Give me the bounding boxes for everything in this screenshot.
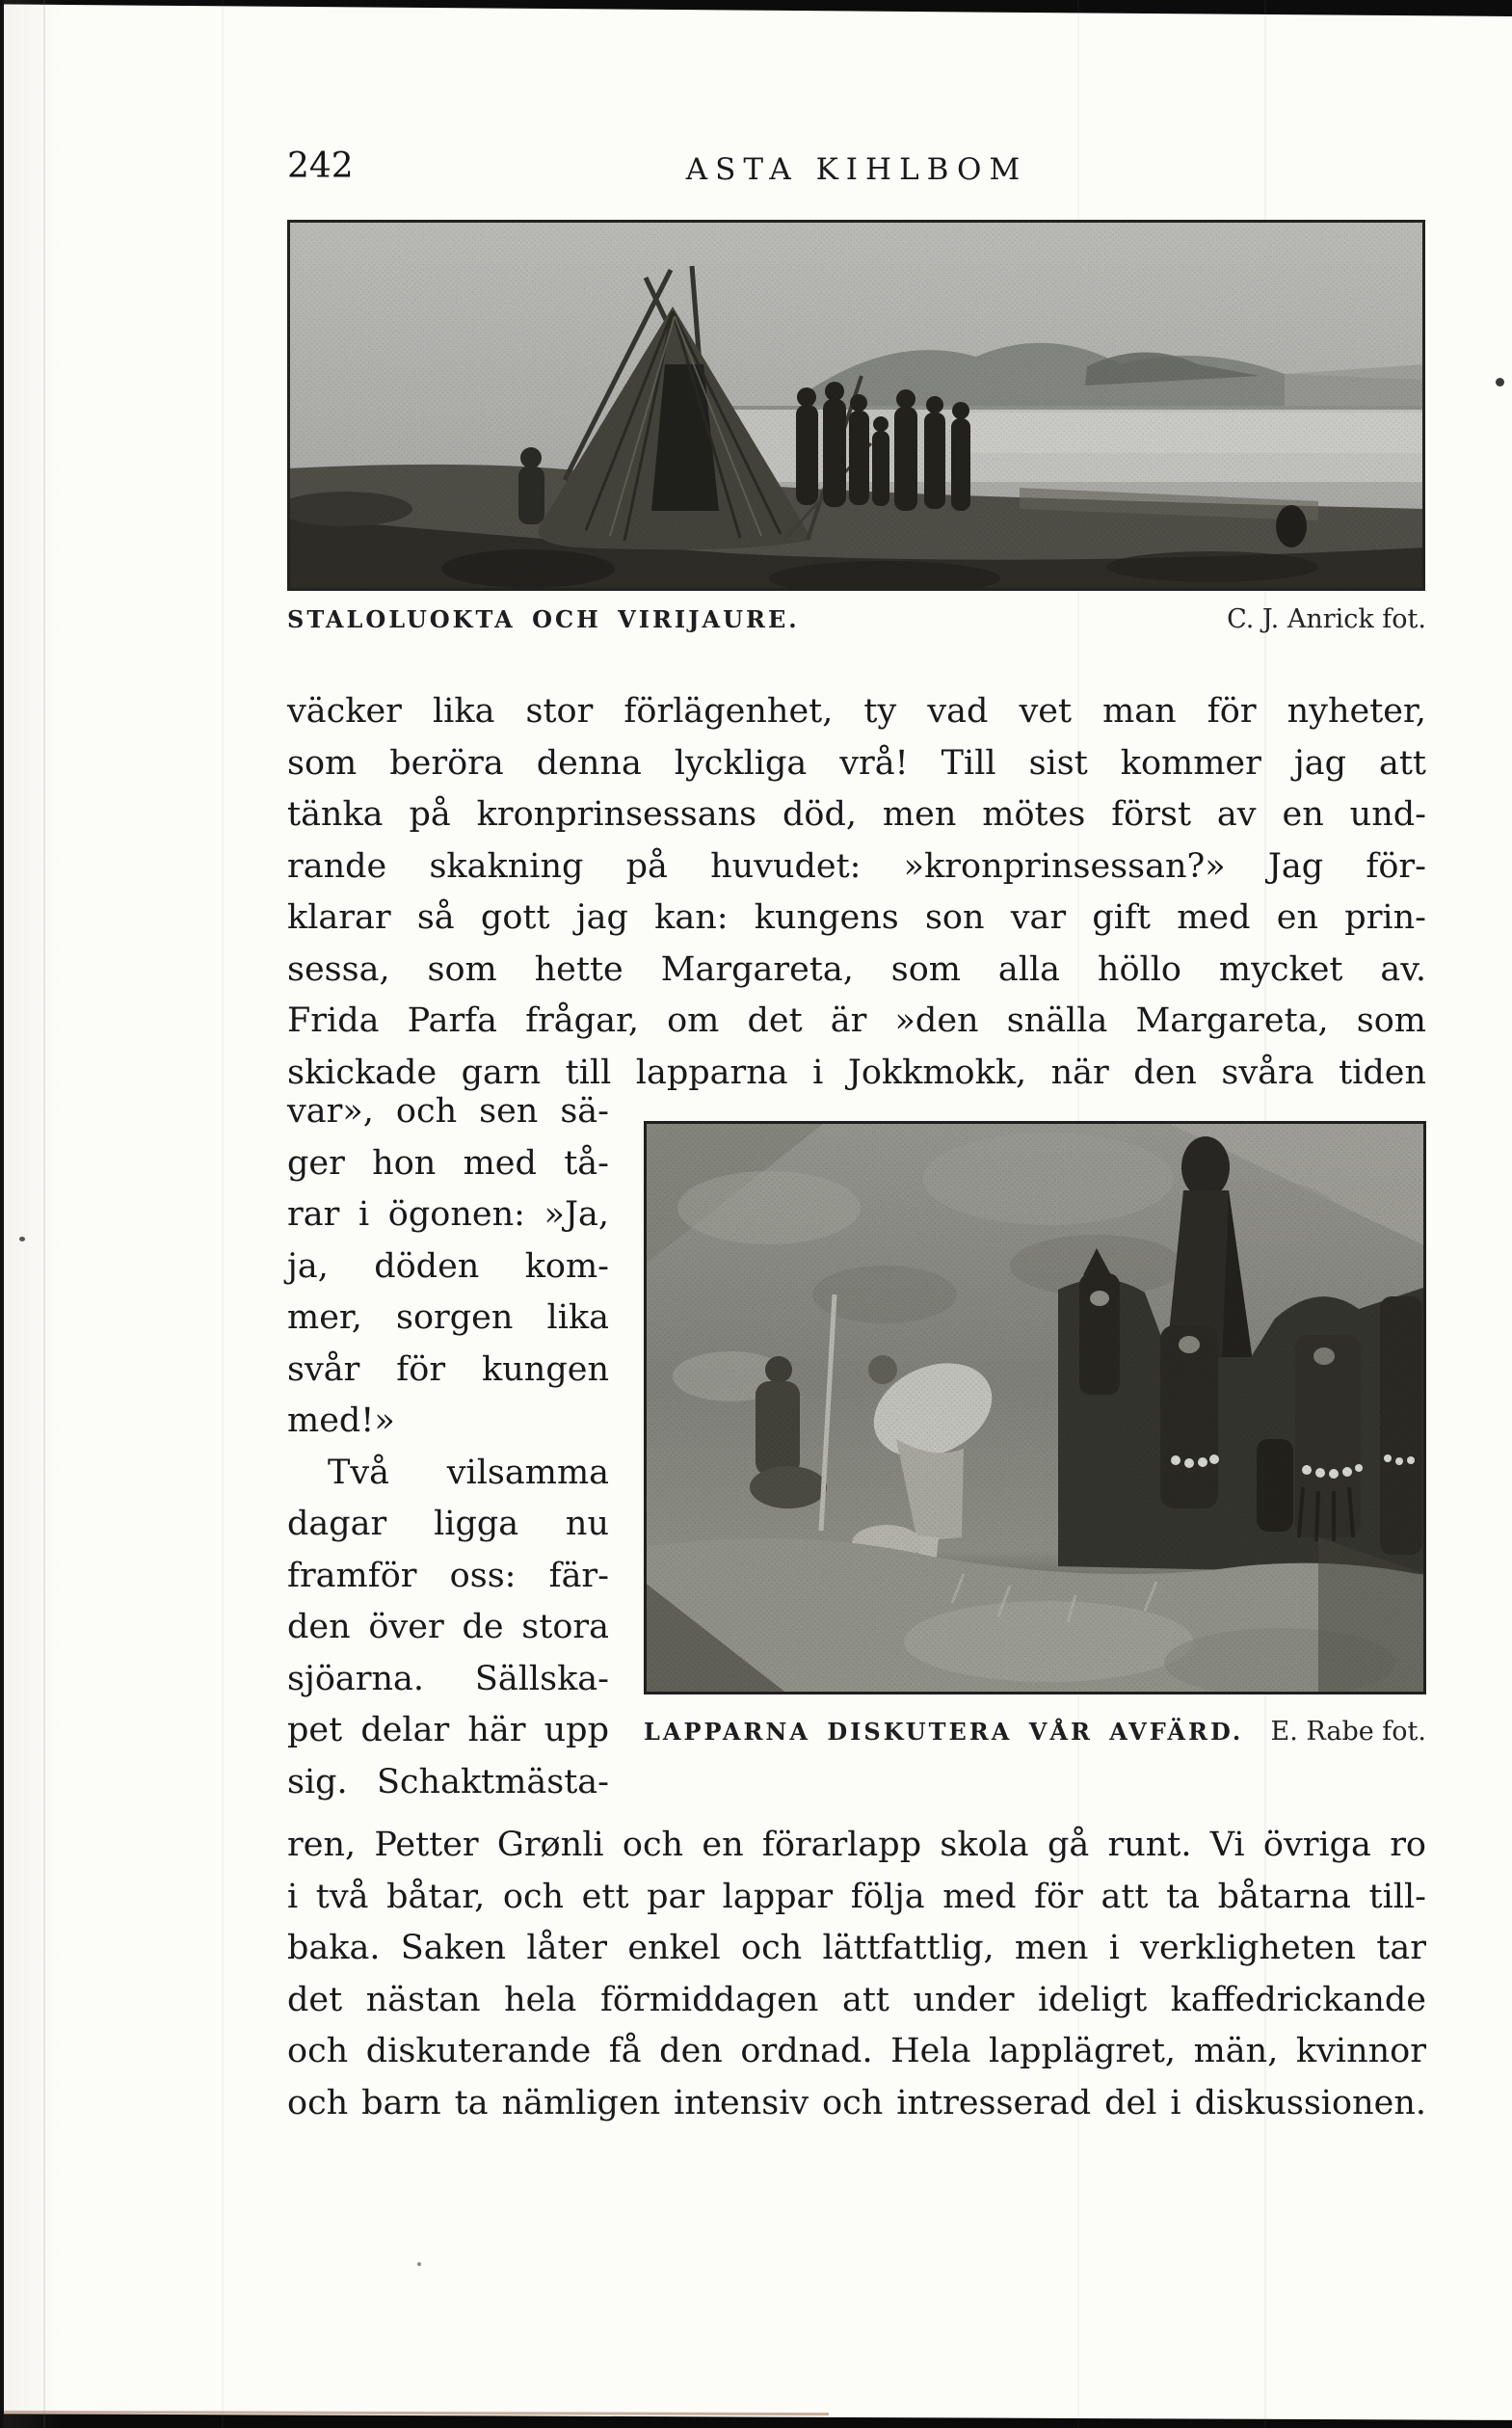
text-line: skickade garn till lapparna i Jokkmokk, när den svåra tiden bbox=[287, 1053, 1426, 1092]
text-line: sig. Schaktmästa- bbox=[287, 1762, 609, 1801]
paragraph-final bbox=[287, 1820, 1426, 2129]
text-line: dagar ligga nu bbox=[287, 1505, 609, 1543]
text-line: det nästan hela förmiddagen att under ideligt kaffedrickande bbox=[287, 1980, 1426, 2019]
text-line: i två båtar, och ett par lappar följa med för att ta båtarna till- bbox=[287, 1877, 1426, 1916]
page-number: 242 bbox=[287, 147, 354, 186]
lapparna-photo bbox=[644, 1121, 1426, 1694]
figure1-credit: C. J. Anrick fot. bbox=[1227, 604, 1426, 634]
scan-speck bbox=[19, 1237, 25, 1241]
text-line: ren, Petter Grønli och en förarlapp skola gå runt. Vi övriga ro bbox=[287, 1826, 1426, 1864]
text-line: och barn ta nämligen intensiv och intresserad del i diskussionen. bbox=[287, 2083, 1426, 2122]
text-line: svår för kungen bbox=[287, 1349, 609, 1389]
figure-lapparna bbox=[644, 1121, 1426, 1694]
text-line: och diskuterande få den ordnad. Hela lapplägret, män, kvinnor bbox=[287, 2032, 1426, 2070]
text-line: ger hon med tå- bbox=[287, 1143, 609, 1183]
scan-streak bbox=[222, 0, 224, 2428]
scan-speck bbox=[417, 2262, 421, 2266]
paragraph-continued bbox=[287, 686, 1426, 1099]
text-line: framför oss: fär- bbox=[287, 1556, 609, 1595]
text-line: som beröra denna lyckliga vrå! Till sist kommer jag att bbox=[287, 743, 1426, 783]
text-line: väcker lika stor förlägenhet, ty vad vet man för nyheter, bbox=[287, 692, 1426, 731]
text-line: rande skakning på huvudet: »kronprinsessan?» Jag för- bbox=[287, 846, 1426, 886]
running-header-title: ASTA KIHLBOM bbox=[685, 152, 1028, 187]
text-line: pet delar här upp bbox=[287, 1711, 609, 1749]
scan-speck bbox=[1496, 378, 1504, 387]
text-line: sessa, som hette Margareta, som alla höllo mycket av. bbox=[287, 949, 1426, 989]
figure-staloluokta bbox=[287, 220, 1425, 591]
text-line: baka. Saken låter enkel och lättfattlig, men i verkligheten tar bbox=[287, 1929, 1426, 1967]
text-line: klarar så gott jag kan: kungens son var gift med en prin- bbox=[287, 898, 1426, 937]
figure1-caption-row bbox=[287, 604, 1426, 634]
figure1-caption: STALOLUOKTA OCH VIRIJAURE. bbox=[287, 605, 800, 633]
text-line: Frida Parfa frågar, om det är »den snälla Margareta, som bbox=[287, 1001, 1426, 1040]
text-line: ja, döden kom- bbox=[287, 1246, 609, 1286]
photo1-grain bbox=[287, 220, 1425, 591]
scan-edge-top bbox=[0, 0, 1512, 16]
text-line: mer, sorgen lika bbox=[287, 1298, 609, 1337]
staloluokta-photo bbox=[287, 220, 1425, 591]
text-line: den över de stora bbox=[287, 1608, 609, 1646]
text-line: var», och sen sä- bbox=[287, 1092, 609, 1131]
text-line: tänka på kronprinsessans död, men mötes först av en und- bbox=[287, 795, 1426, 834]
figure2-caption-row bbox=[644, 1717, 1426, 1747]
photo2-grain bbox=[644, 1121, 1426, 1694]
text-line: med!» bbox=[287, 1401, 395, 1440]
figure2-credit: E. Rabe fot. bbox=[1270, 1717, 1426, 1747]
text-line: rar i ögonen: »Ja, bbox=[287, 1195, 609, 1234]
text-line: sjöarna. Sällska- bbox=[287, 1659, 609, 1698]
text-line: Två vilsamma bbox=[328, 1453, 609, 1492]
scan-margin-tint bbox=[4, 0, 62, 2428]
figure2-caption: LAPPARNA DISKUTERA VÅR AVFÄRD. bbox=[644, 1718, 1244, 1746]
text-wrap-column bbox=[287, 1086, 609, 1808]
